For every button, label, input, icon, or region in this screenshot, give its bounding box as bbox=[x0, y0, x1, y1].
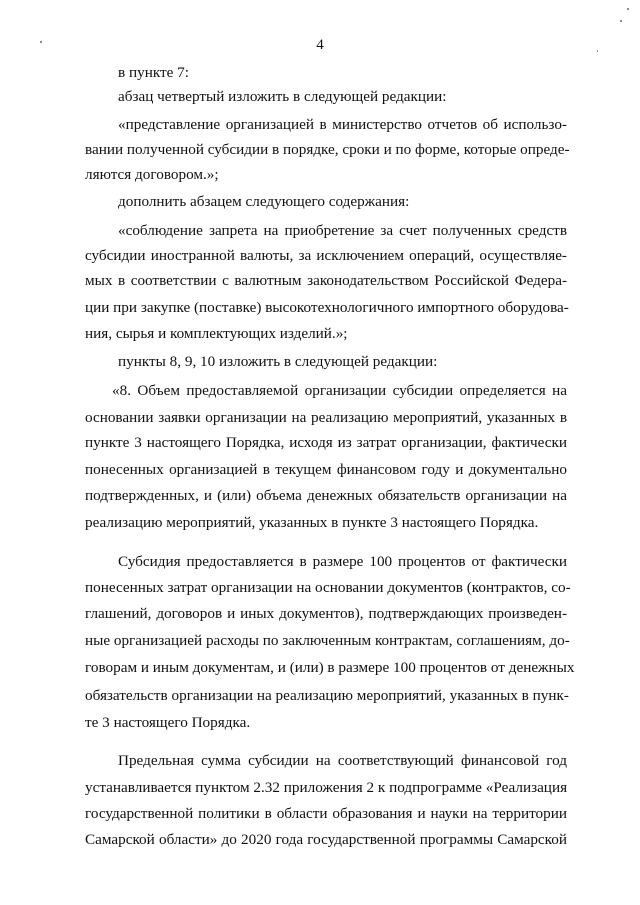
text-line: пункты 8, 9, 10 изложить в следующей редакции: bbox=[118, 353, 438, 370]
text-line: «представление организацией в министерство отчетов об использо- bbox=[118, 116, 567, 133]
text-line: обязательств организации на реализацию мероприятий, указанных в пунк- bbox=[85, 687, 569, 704]
text-line: устанавливается пунктом 2.32 приложения 2 к подпрограмме «Реализация bbox=[85, 779, 568, 796]
text-line: те 3 настоящего Порядка. bbox=[85, 714, 251, 731]
text-line: субсидии иностранной валюты, за исключением операций, осуществляе- bbox=[85, 247, 567, 264]
text-line: основании заявки организации на реализацию мероприятий, указанных в bbox=[85, 409, 567, 426]
text-line: ляются договором.»; bbox=[85, 166, 219, 183]
text-line: Самарской области» до 2020 года государственной программы Самарской bbox=[85, 831, 567, 848]
scan-speck bbox=[40, 41, 42, 43]
text-line: «соблюдение запрета на приобретение за счет полученных средств bbox=[118, 222, 567, 239]
text-line: дополнить абзацем следующего содержания: bbox=[118, 193, 410, 210]
text-line: глашений, договоров и иных документов), подтверждающих произведен- bbox=[85, 605, 567, 622]
text-line: Субсидия предоставляется в размере 100 процентов от фактически bbox=[118, 553, 567, 570]
text-line: пункте 3 настоящего Порядка, исходя из затрат организации, фактически bbox=[85, 434, 567, 451]
text-line: реализацию мероприятий, указанных в пункте 3 настоящего Порядка. bbox=[85, 514, 539, 531]
text-line: говорам и иным документам, и (или) в размере 100 процентов от денежных bbox=[85, 659, 575, 676]
text-line: Предельная сумма субсидии на соответствующий финансовой год bbox=[118, 752, 567, 769]
text-line: понесенных затрат организации на основании документов (контрактов, со- bbox=[85, 579, 571, 596]
text-line: ные организацией расходы по заключенным контрактам, соглашениям, до- bbox=[85, 632, 570, 649]
scan-speck bbox=[597, 50, 598, 52]
text-line: мых в соответствии с валютным законодательством Российской Федера- bbox=[85, 272, 567, 289]
text-line: понесенных организацией в текущем финансовом году и документально bbox=[85, 461, 567, 478]
page-number: 4 bbox=[316, 37, 324, 53]
text-line: «8. Объем предоставляемой организации субсидии определяется на bbox=[112, 382, 567, 399]
text-line: ции при закупке (поставке) высокотехнологичного импортного оборудова- bbox=[85, 299, 569, 316]
text-line: вании полученной субсидии в порядке, сроки и по форме, которые опреде- bbox=[85, 141, 570, 158]
scan-speck bbox=[620, 20, 622, 22]
text-line: ния, сырья и комплектующих изделий.»; bbox=[85, 325, 348, 342]
text-line: подтвержденных, и (или) объема денежных обязательств организации на bbox=[85, 487, 567, 504]
scan-speck bbox=[627, 8, 629, 10]
text-line: государственной политики в области образования и науки на территории bbox=[85, 805, 567, 822]
text-line: в пункте 7: bbox=[118, 64, 189, 81]
text-line: абзац четвертый изложить в следующей редакции: bbox=[118, 88, 447, 105]
